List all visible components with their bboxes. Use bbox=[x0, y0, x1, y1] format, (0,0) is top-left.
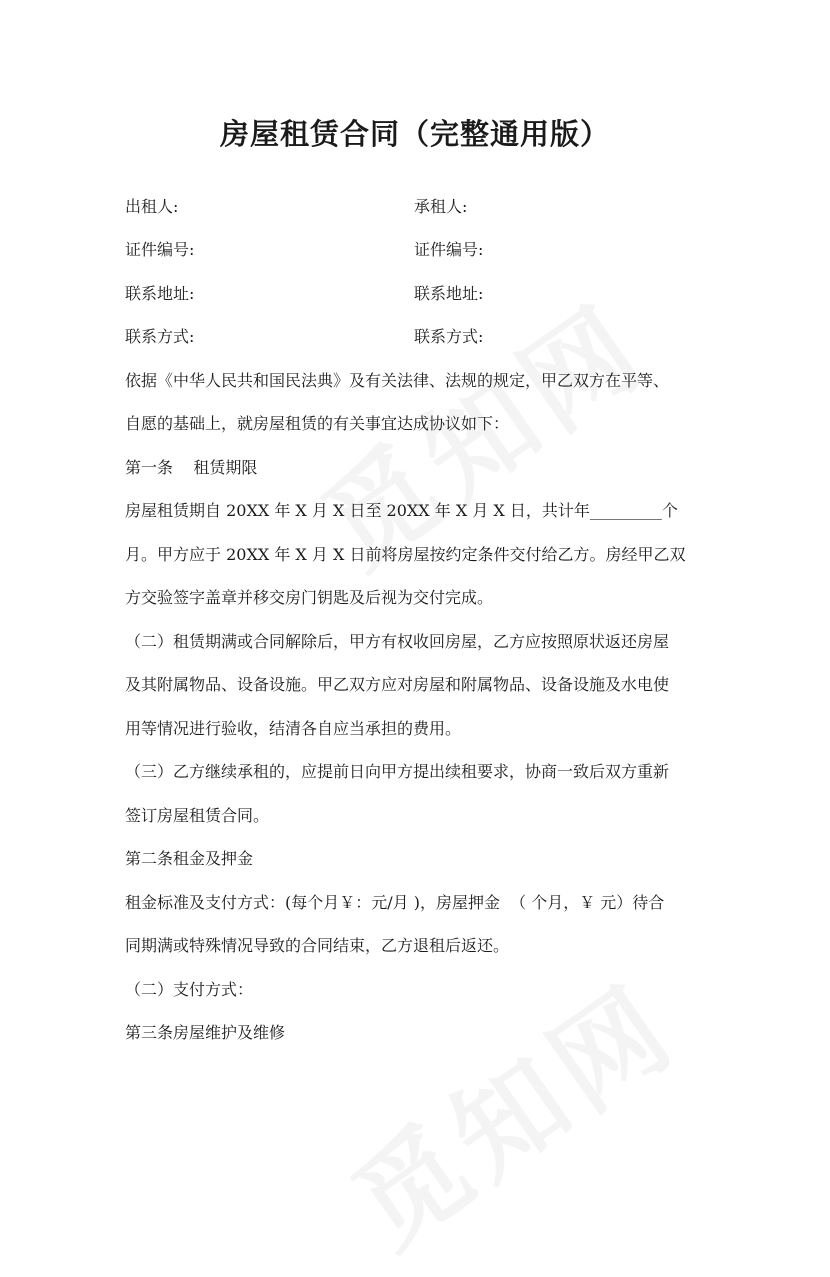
article1-clause3-line: （三）乙方继续承租的，应提前日向甲方提出续租要求，协商一致后双方重新 bbox=[125, 762, 670, 781]
intro-paragraph-line: 依据《中华人民共和国民法典》及有关法律、法规的规定，甲乙双方在平等、 bbox=[125, 371, 670, 390]
article2-payment-method: （二）支付方式： bbox=[125, 980, 254, 999]
tenant-address-label: 联系地址: bbox=[414, 284, 484, 303]
article1-paragraph-line: 方交验签字盖章并移交房门钥匙及后视为交付完成。 bbox=[125, 588, 494, 607]
landlord-id-label: 证件编号: bbox=[125, 240, 195, 259]
article2-heading: 第二条租金及押金 bbox=[125, 849, 254, 868]
landlord-label: 出租人: bbox=[125, 197, 179, 216]
page-title: 房屋租赁合同（完整通用版） bbox=[219, 117, 610, 151]
article3-heading: 第三条房屋维护及维修 bbox=[125, 1023, 286, 1042]
article2-paragraph-line: 租金标准及支付方式：(每个月￥：元/月 )，房屋押金 （ 个月，￥ 元）待合 bbox=[125, 893, 665, 912]
article1-paragraph-line: 月。甲方应于 20XX 年 X 月 X 日前将房屋按约定条件交付给乙方。房经甲乙双 bbox=[125, 545, 686, 564]
landlord-contact-label: 联系方式: bbox=[125, 327, 195, 346]
tenant-label: 承租人: bbox=[414, 197, 468, 216]
article1-clause2-line: 用等情况进行验收，结清各自应当承担的费用。 bbox=[125, 719, 462, 738]
article1-clause3-line: 签订房屋租赁合同。 bbox=[125, 806, 270, 825]
tenant-contact-label: 联系方式: bbox=[414, 327, 484, 346]
article2-paragraph-line: 同期满或特殊情况导致的合同结束，乙方退租后返还。 bbox=[125, 936, 510, 955]
article1-heading: 第一条 租赁期限 bbox=[125, 458, 258, 477]
tenant-id-label: 证件编号: bbox=[414, 240, 484, 259]
article1-clause2-line: 及其附属物品、设备设施。甲乙双方应对房屋和附属物品、设备设施及水电使 bbox=[125, 675, 670, 694]
intro-paragraph-line: 自愿的基础上，就房屋租赁的有关事宜达成协议如下： bbox=[125, 414, 510, 433]
landlord-address-label: 联系地址: bbox=[125, 284, 195, 303]
article1-clause2-line: （二）租赁期满或合同解除后，甲方有权收回房屋，乙方应按照原状返还房屋 bbox=[125, 632, 670, 651]
watermark-text bbox=[317, 941, 703, 1277]
article1-paragraph-line: 房屋租赁期自 20XX 年 X 月 X 日至 20XX 年 X 月 X 日，共计年_________个 bbox=[125, 501, 678, 520]
